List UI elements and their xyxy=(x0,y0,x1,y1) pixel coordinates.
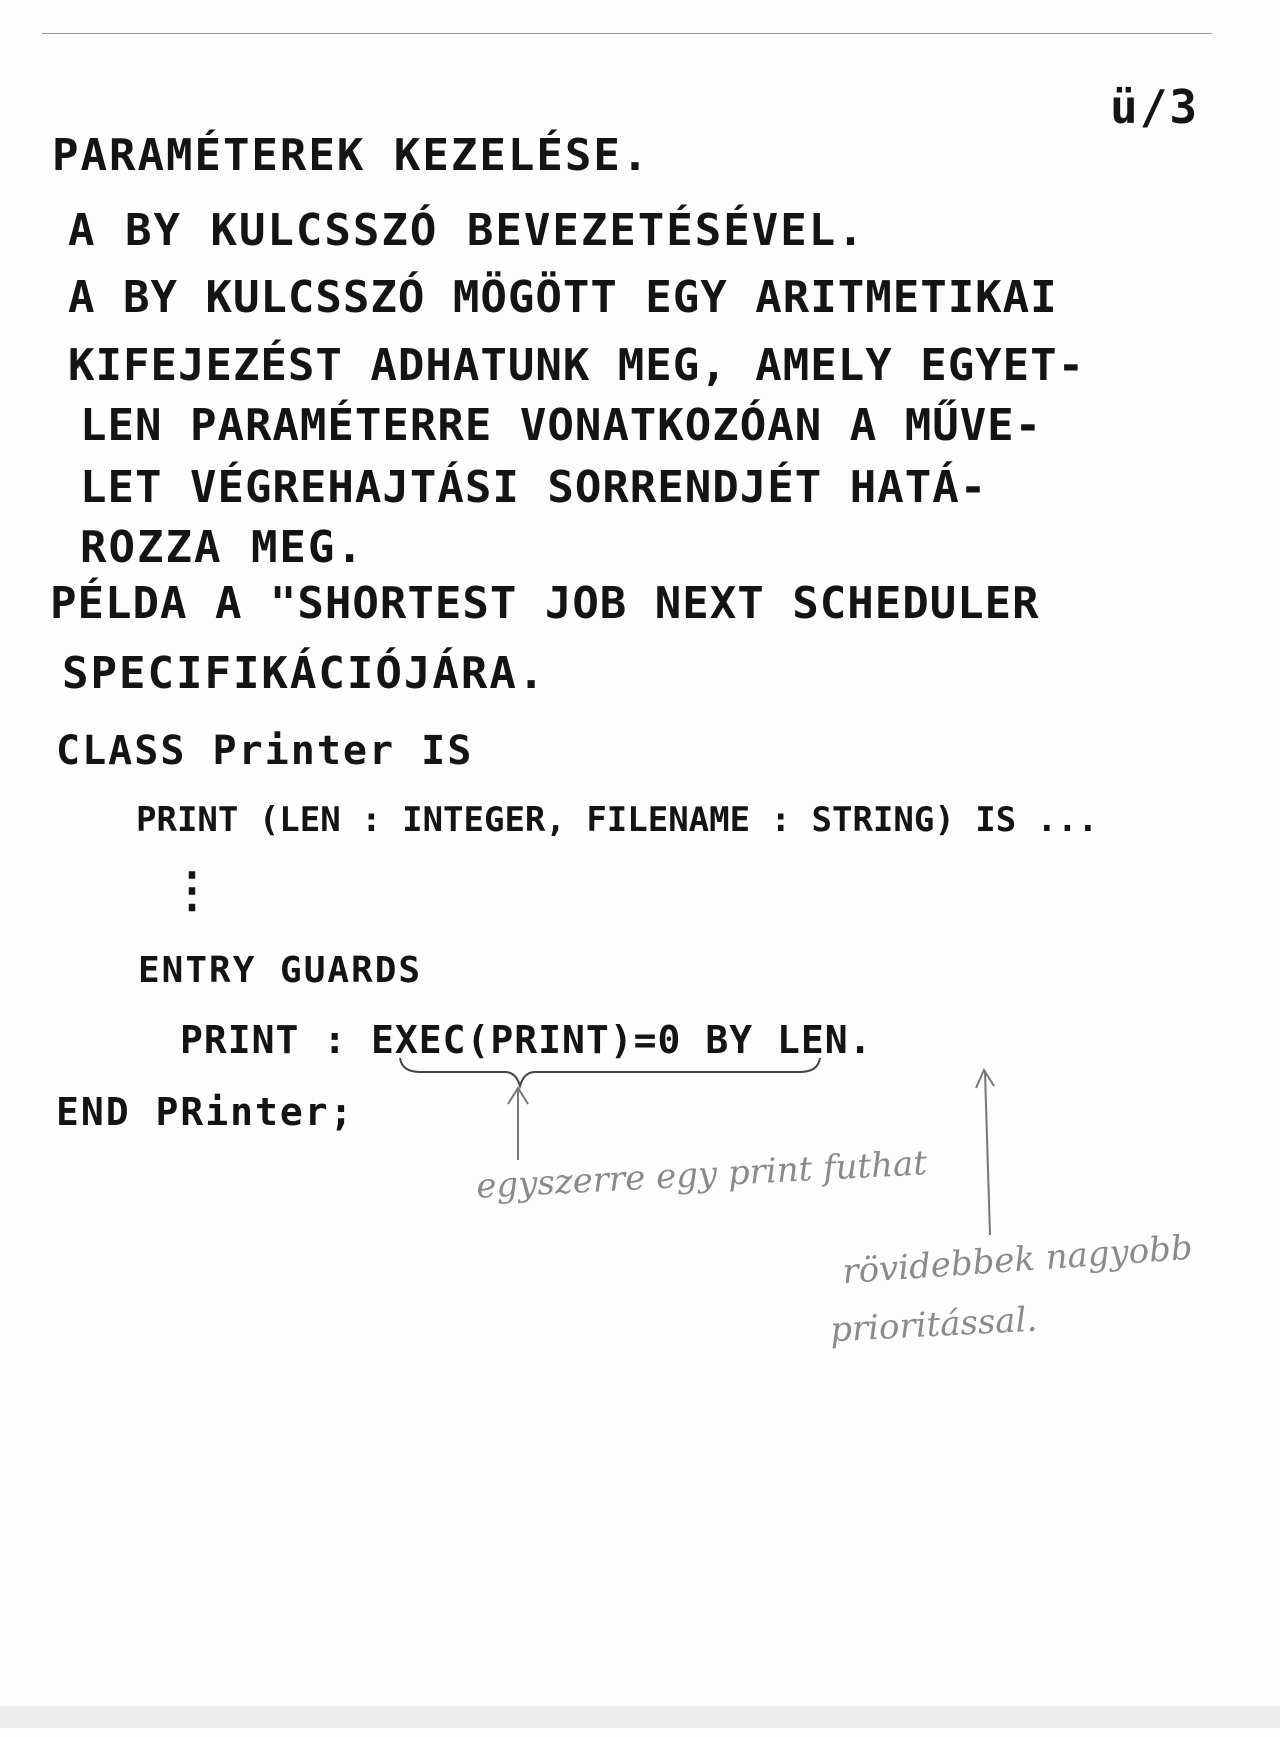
arrow-up-mark-left xyxy=(508,1088,528,1160)
arrow-up-mark-right xyxy=(976,1070,994,1235)
paragraph-line: LET VÉGREHAJTÁSI SORRENDJÉT HATÁ- xyxy=(80,462,988,513)
entry-guards-line: ENTRY GUARDS xyxy=(138,950,423,991)
guard-line: PRINT : EXEC(PRINT)=0 BY LEN. xyxy=(180,1018,873,1062)
example-line: SPECIFIKÁCIÓJÁRA. xyxy=(62,648,547,699)
print-signature-line: PRINT (LEN : INTEGER, FILENAME : STRING) IS ... xyxy=(136,800,1099,840)
end-line: END PRinter; xyxy=(56,1090,355,1134)
paragraph-line: A BY KULCSSZÓ MÖGÖTT EGY ARITMETIKAI xyxy=(68,272,1058,323)
scan-edge-band xyxy=(0,1706,1280,1728)
example-line: PÉLDA A "SHORTEST JOB NEXT SCHEDULER xyxy=(50,578,1040,629)
vertical-ellipsis: ⋮ xyxy=(168,862,218,918)
paragraph-line: LEN PARAMÉTERRE VONATKOZÓAN A MŰVE- xyxy=(80,400,1043,451)
underbrace-mark xyxy=(400,1058,820,1086)
annotation-note-2-line-2: prioritással. xyxy=(829,1299,1039,1351)
paragraph-line: ROZZA MEG. xyxy=(80,522,365,573)
paragraph-line: KIFEJEZÉST ADHATUNK MEG, AMELY EGYET- xyxy=(68,340,1086,391)
subtitle: A BY KULCSSZÓ BEVEZETÉSÉVEL. xyxy=(68,205,866,256)
class-line: CLASS Printer IS xyxy=(56,728,474,774)
annotation-note-1: egyszerre egy print futhat xyxy=(475,1143,928,1207)
page-title: PARAMÉTEREK KEZELÉSE. xyxy=(52,130,651,181)
annotation-note-2-line-1: rövidebbek nagyobb xyxy=(841,1227,1194,1293)
page-number: ü/3 xyxy=(1110,80,1200,134)
